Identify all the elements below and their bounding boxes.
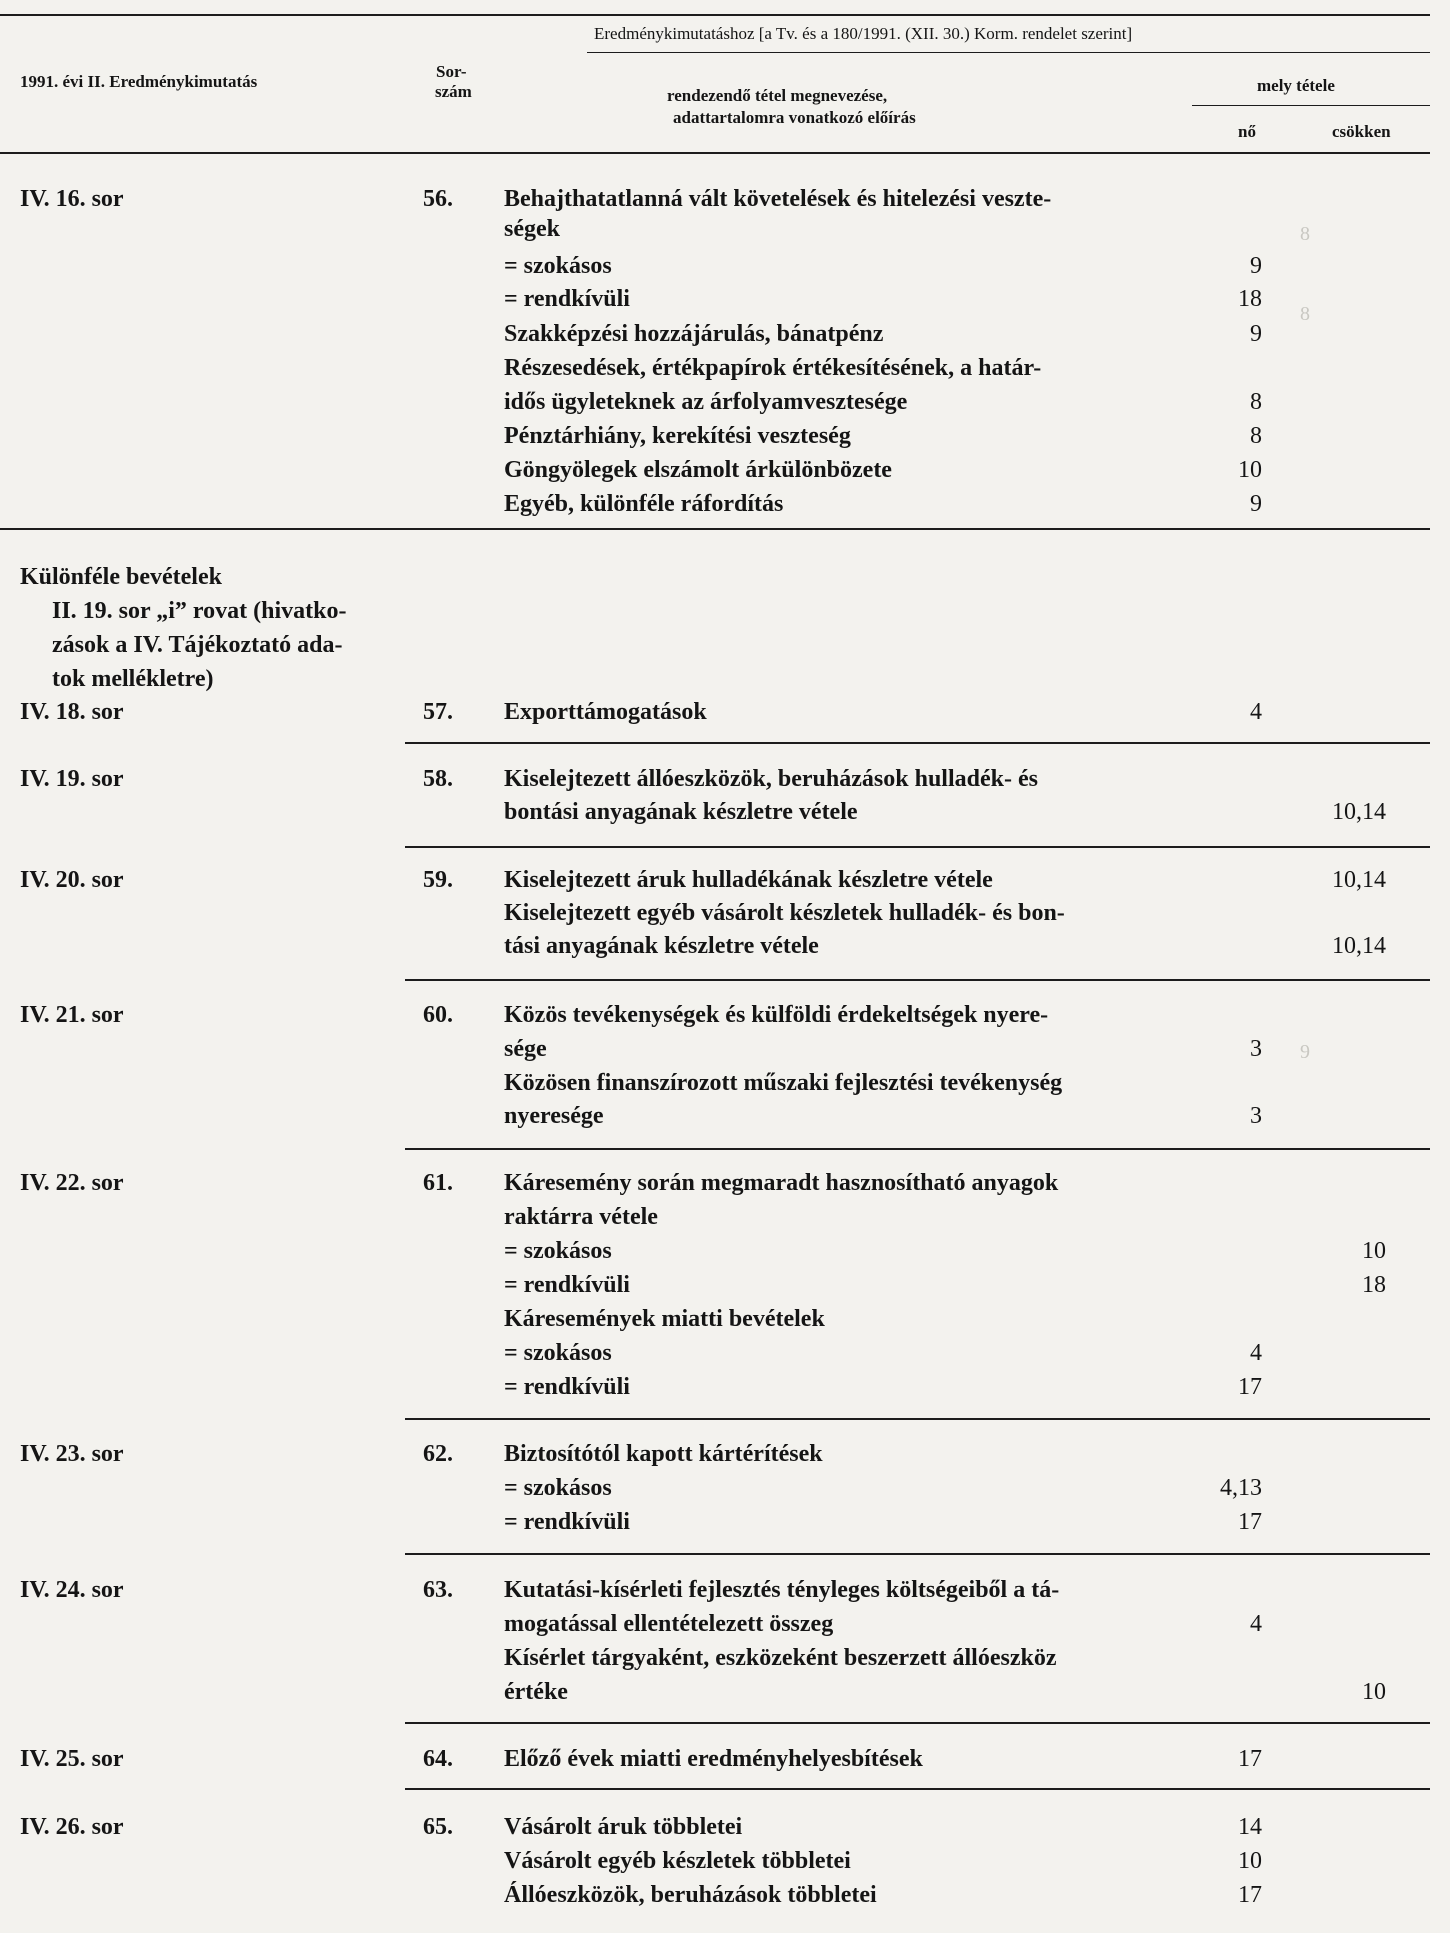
row-ref: IV. 19. sor	[20, 766, 124, 792]
item-line: Exporttámogatások	[504, 699, 707, 725]
item-line: bontási anyagának készletre vétele	[504, 799, 858, 825]
value-no: 3	[1250, 1036, 1262, 1062]
bleed-through-mark: 8	[1300, 303, 1310, 325]
item-line: Vásárolt egyéb készletek többletei	[504, 1848, 851, 1874]
item-line: idős ügyleteknek az árfolyamvesztesége	[504, 389, 908, 415]
row-ref: IV. 25. sor	[20, 1746, 124, 1772]
item-line: = rendkívüli	[504, 286, 630, 312]
row-number: 64.	[423, 1746, 453, 1772]
row-divider	[405, 979, 1430, 981]
row-ref: IV. 23. sor	[20, 1441, 124, 1467]
row-divider	[405, 1418, 1430, 1420]
value-no: 17	[1238, 1509, 1262, 1535]
header-no: nő	[1238, 122, 1256, 141]
bleed-through-mark: 8	[1300, 223, 1310, 245]
item-line: Kutatási-kísérleti fejlesztés tényleges költségeiből a tá-	[504, 1577, 1060, 1603]
value-no: 9	[1250, 253, 1262, 279]
value-no: 8	[1250, 389, 1262, 415]
item-line: nyeresége	[504, 1103, 604, 1129]
bleed-through-mark: 9	[1300, 1041, 1310, 1063]
row-ref: IV. 20. sor	[20, 867, 124, 893]
item-line: Állóeszközök, beruházások többletei	[504, 1882, 877, 1908]
header-col-item-1: rendezendő tétel megnevezése,	[667, 86, 888, 105]
item-line: Káresemények miatti bevételek	[504, 1306, 825, 1332]
value-no: 17	[1238, 1882, 1262, 1908]
item-line: Kísérlet tárgyaként, eszközeként beszerzett állóeszköz	[504, 1645, 1057, 1671]
value-no: 17	[1238, 1746, 1262, 1772]
header-bottom-rule	[0, 152, 1430, 154]
value-no: 10	[1238, 457, 1262, 483]
item-line: Egyéb, különféle ráfordítás	[504, 491, 784, 517]
value-no: 14	[1238, 1814, 1262, 1840]
header-col-sorszam-2: szám	[435, 82, 472, 101]
value-no: 9	[1250, 491, 1262, 517]
header-group-title: Eredménykimutatáshoz [a Tv. és a 180/1991. (XII. 30.) Korm. rendelet szerint]	[594, 24, 1133, 43]
item-line: = szokásos	[504, 1238, 612, 1264]
item-line: Közösen finanszírozott műszaki fejlesztési tevékenység	[504, 1070, 1063, 1096]
value-no: 8	[1250, 423, 1262, 449]
section-note: II. 19. sor „i” rovat (hivatko-	[52, 598, 347, 624]
row-number: 56.	[423, 186, 453, 212]
item-line: Pénztárhiány, kerekítési veszteség	[504, 423, 851, 449]
header-col-item-2: adattartalomra vonatkozó előírás	[673, 108, 916, 127]
section-note: tok mellékletre)	[52, 666, 214, 692]
item-line: = szokásos	[504, 1475, 612, 1501]
value-no: 4	[1250, 699, 1262, 725]
row-number: 60.	[423, 1002, 453, 1028]
row-number: 58.	[423, 766, 453, 792]
row-number: 62.	[423, 1441, 453, 1467]
row-ref: IV. 16. sor	[20, 186, 124, 212]
value-no: 4	[1250, 1611, 1262, 1637]
header-mely-tetele: mely tétele	[1257, 76, 1335, 95]
item-line: Kiselejtezett egyéb vásárolt készletek hulladék- és bon-	[504, 900, 1065, 926]
row-ref: IV. 24. sor	[20, 1577, 124, 1603]
item-line: Kiselejtezett áruk hulladékának készletre vétele	[504, 867, 993, 893]
header-col-report: 1991. évi II. Eredménykimutatás	[20, 72, 258, 91]
row-number: 63.	[423, 1577, 453, 1603]
value-decrease: 10,14	[1332, 867, 1386, 893]
item-line: Kiselejtezett állóeszközök, beruházások hulladék- és	[504, 766, 1038, 792]
item-line: Előző évek miatti eredményhelyesbítések	[504, 1746, 923, 1772]
item-line: tási anyagának készletre vétele	[504, 933, 819, 959]
section-title: Különféle bevételek	[20, 564, 222, 590]
row-divider	[405, 1553, 1430, 1555]
value-no: 17	[1238, 1374, 1262, 1400]
item-line: sége	[504, 1036, 547, 1062]
value-no: 9	[1250, 321, 1262, 347]
mely-tetele-rule	[1192, 105, 1430, 106]
top-rule	[0, 14, 1430, 16]
value-no: 3	[1250, 1103, 1262, 1129]
value-decrease: 10,14	[1332, 933, 1386, 959]
row-divider	[405, 846, 1430, 848]
value-decrease: 18	[1362, 1272, 1386, 1298]
header-csokken: csökken	[1332, 122, 1391, 141]
row-number: 57.	[423, 699, 453, 725]
item-line: = rendkívüli	[504, 1374, 630, 1400]
item-line: = rendkívüli	[504, 1509, 630, 1535]
row-ref: IV. 18. sor	[20, 699, 124, 725]
value-no: 4,13	[1220, 1475, 1262, 1501]
item-line: = szokásos	[504, 1340, 612, 1366]
value-no: 18	[1238, 286, 1262, 312]
row-divider	[405, 1722, 1430, 1724]
row-number: 61.	[423, 1170, 453, 1196]
item-line: = szokásos	[504, 253, 612, 279]
item-line: Biztosítótól kapott kártérítések	[504, 1441, 823, 1467]
row-divider	[405, 1148, 1430, 1150]
section-note: zások a IV. Tájékoztató ada-	[52, 632, 343, 658]
row-divider	[405, 742, 1430, 744]
item-line: Részesedések, értékpapírok értékesítésének, a határ-	[504, 355, 1042, 381]
row-ref: IV. 21. sor	[20, 1002, 124, 1028]
value-no: 10	[1238, 1848, 1262, 1874]
row-number: 65.	[423, 1814, 453, 1840]
item-line: Szakképzési hozzájárulás, bánatpénz	[504, 321, 884, 347]
item-line: értéke	[504, 1679, 568, 1705]
item-line: raktárra vétele	[504, 1204, 658, 1230]
row-divider	[0, 528, 1430, 530]
item-line: Káresemény során megmaradt hasznosítható anyagok	[504, 1170, 1059, 1196]
row-number: 59.	[423, 867, 453, 893]
group-header-rule	[587, 52, 1430, 53]
value-decrease: 10	[1362, 1679, 1386, 1705]
value-decrease: 10	[1362, 1238, 1386, 1264]
value-decrease: 10,14	[1332, 799, 1386, 825]
item-line: Behajthatatlanná vált követelések és hitelezési veszte-	[504, 186, 1052, 212]
row-ref: IV. 26. sor	[20, 1814, 124, 1840]
item-line: Vásárolt áruk többletei	[504, 1814, 743, 1840]
item-line: Közös tevékenységek és külföldi érdekeltségek nyere-	[504, 1002, 1049, 1028]
item-line: mogatással ellentételezett összeg	[504, 1611, 834, 1637]
value-no: 4	[1250, 1340, 1262, 1366]
row-ref: IV. 22. sor	[20, 1170, 124, 1196]
item-line: ségek	[504, 216, 560, 242]
item-line: Göngyölegek elszámolt árkülönbözete	[504, 457, 892, 483]
header-col-sorszam-1: Sor-	[436, 62, 467, 81]
item-line: = rendkívüli	[504, 1272, 630, 1298]
row-divider	[405, 1788, 1430, 1790]
